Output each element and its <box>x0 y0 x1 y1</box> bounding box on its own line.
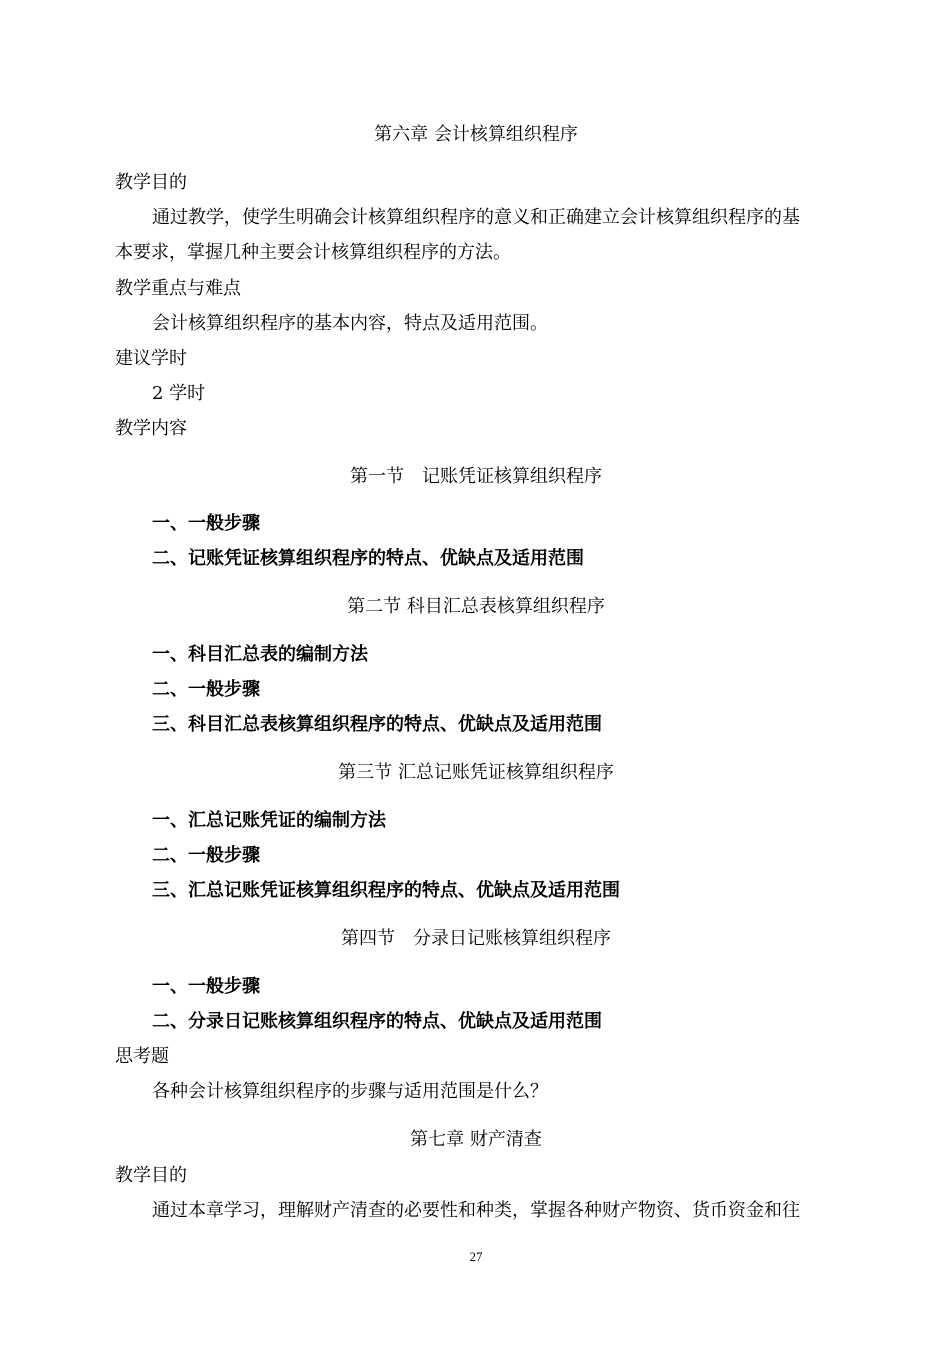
section-3-item-3: 三、汇总记账凭证核算组织程序的特点、优缺点及适用范围 <box>152 880 620 901</box>
chapter-7-goal-label: 教学目的 <box>115 1165 187 1186</box>
key-points-text: 会计核算组织程序的基本内容，特点及适用范围。 <box>152 313 548 334</box>
key-points-label: 教学重点与难点 <box>115 278 241 299</box>
section-2-item-2: 二、一般步骤 <box>152 679 260 700</box>
teaching-goal-label: 教学目的 <box>115 172 187 193</box>
suggested-hours-text: 2 学时 <box>152 383 206 404</box>
section-2-item-3: 三、科目汇总表核算组织程序的特点、优缺点及适用范围 <box>152 714 602 735</box>
section-3-item-1: 一、汇总记账凭证的编制方法 <box>152 810 386 831</box>
section-4-title: 第四节 分录日记账核算组织程序 <box>341 928 611 949</box>
section-2-title: 第二节 科目汇总表核算组织程序 <box>347 596 605 617</box>
teaching-goal-text-line1: 通过教学，使学生明确会计核算组织程序的意义和正确建立会计核算组织程序的基 <box>152 207 800 228</box>
section-4-item-2: 二、分录日记账核算组织程序的特点、优缺点及适用范围 <box>152 1011 602 1032</box>
suggested-hours-label: 建议学时 <box>115 348 187 369</box>
teaching-goal-text-line2: 本要求，掌握几种主要会计核算组织程序的方法。 <box>115 242 511 263</box>
discussion-question-text: 各种会计核算组织程序的步骤与适用范围是什么？ <box>152 1081 548 1102</box>
section-3-title: 第三节 汇总记账凭证核算组织程序 <box>338 762 614 783</box>
section-1-item-2: 二、记账凭证核算组织程序的特点、优缺点及适用范围 <box>152 548 584 569</box>
section-4-item-1: 一、一般步骤 <box>152 976 260 997</box>
section-2-item-1: 一、科目汇总表的编制方法 <box>152 644 368 665</box>
discussion-questions-label: 思考题 <box>115 1046 169 1067</box>
chapter-6-title: 第六章 会计核算组织程序 <box>374 124 578 145</box>
section-3-item-2: 二、一般步骤 <box>152 845 260 866</box>
section-1-item-1: 一、一般步骤 <box>152 513 260 534</box>
chapter-7-goal-text-line1: 通过本章学习，理解财产清查的必要性和种类，掌握各种财产物资、货币资金和往 <box>152 1200 800 1221</box>
chapter-7-title: 第七章 财产清查 <box>410 1129 542 1150</box>
teaching-content-label: 教学内容 <box>115 418 187 439</box>
section-1-title: 第一节 记账凭证核算组织程序 <box>350 466 602 487</box>
page-number: 27 <box>469 1249 483 1264</box>
